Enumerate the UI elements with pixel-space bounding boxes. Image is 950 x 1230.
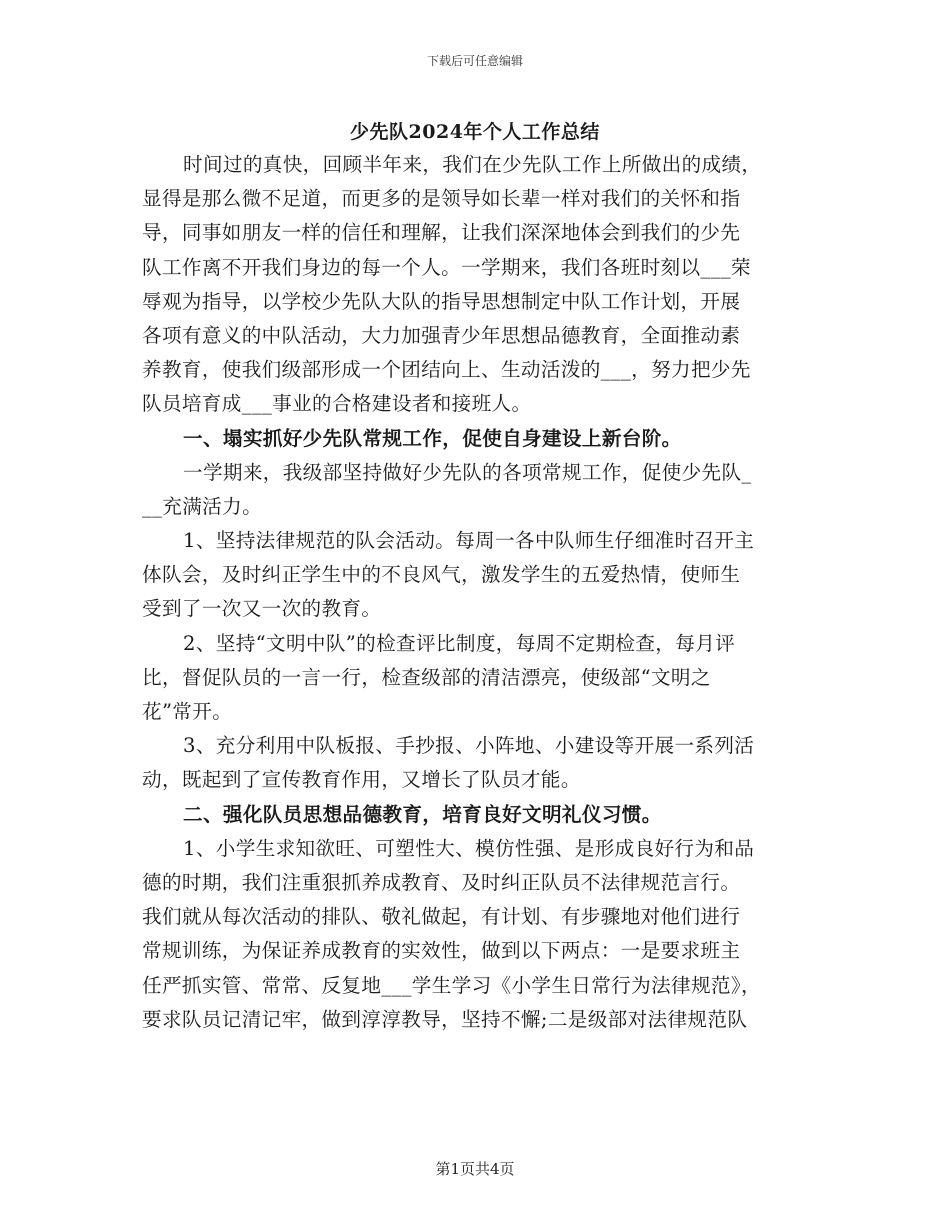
body-line: 养教育，使我们级部形成一个团结向上、生动活泼的___，努力把少先 xyxy=(142,358,751,382)
body-line: 各项有意义的中队活动，大力加强青少年思想品德教育，全面推动素 xyxy=(142,323,741,347)
body-line: 队员培育成___事业的合格建设者和接班人。 xyxy=(142,392,532,416)
body-line: 队工作离不开我们身边的每一个人。一学期来，我们各班时刻以___荣 xyxy=(142,255,751,279)
body-line: __充满活力。 xyxy=(142,494,263,518)
body-line: 时间过的真快，回顾半年来，我们在少先队工作上所做出的成绩， xyxy=(183,153,762,176)
body-line: 一学期来，我级部坚持做好少先队的各项常规工作，促使少先队_ xyxy=(183,460,752,484)
body-line: 辱观为指导，以学校少先队大队的指导思想制定中队工作计划，开展 xyxy=(142,289,741,313)
body-line: 常规训练，为保证养成教育的实效性，做到以下两点：一是要求班主 xyxy=(142,939,741,963)
body-line: 花”常开。 xyxy=(142,700,233,723)
page-footer: 第1页共4页 xyxy=(435,1160,515,1178)
body-line: 动，既起到了宣传教育作用，又增长了队员才能。 xyxy=(142,768,581,792)
body-line: 要求队员记清记牢，做到淳淳教导，坚持不懈;二是级部对法律规范队 xyxy=(142,1007,748,1031)
body-line: 导，同事如朋友一样的信任和理解，让我们深深地体会到我们的少先 xyxy=(142,221,741,245)
document-title: 少先队2024年个人工作总结 xyxy=(350,121,600,143)
body-line: 受到了一次又一次的教育。 xyxy=(142,597,382,621)
body-line: 任严抓实管、常常、反复地___学生学习《小学生日常行为法律规范》， xyxy=(142,973,761,997)
body-line: 体队会，及时纠正学生中的不良风气，激发学生的五爱热情，使师生 xyxy=(142,563,741,587)
body-line: 3、充分利用中队板报、手抄报、小阵地、小建设等开展一系列活 xyxy=(183,734,755,758)
body-line: 2、坚持“文明中队”的检查评比制度，每周不定期检查，每月评 xyxy=(183,631,736,655)
header-note: 下载后可任意编辑 xyxy=(426,54,523,68)
document-body xyxy=(142,148,814,1037)
section-heading-2: 二、强化队员思想品德教育，培育良好文明礼仪习惯。 xyxy=(183,802,662,826)
section-heading-1: 一、塌实抓好少先队常规工作，促使自身建设上新台阶。 xyxy=(183,426,682,450)
body-line: 比，督促队员的一言一行，检查级部的清洁漂亮，使级部“文明之 xyxy=(142,665,711,689)
body-line: 显得是那么微不足道，而更多的是领导如长辈一样对我们的关怀和指 xyxy=(142,187,741,211)
body-line: 我们就从每次活动的排队、敬礼做起，有计划、有步骤地对他们进行 xyxy=(142,905,741,929)
body-line: 1、小学生求知欲旺、可塑性大、模仿性强、是形成良好行为和品 xyxy=(183,836,755,860)
body-line: 德的时期，我们注重狠抓养成教育、及时纠正队员不法律规范言行。 xyxy=(142,870,741,894)
body-line: 1、坚持法律规范的队会活动。每周一各中队师生仔细准时召开主 xyxy=(183,529,755,553)
